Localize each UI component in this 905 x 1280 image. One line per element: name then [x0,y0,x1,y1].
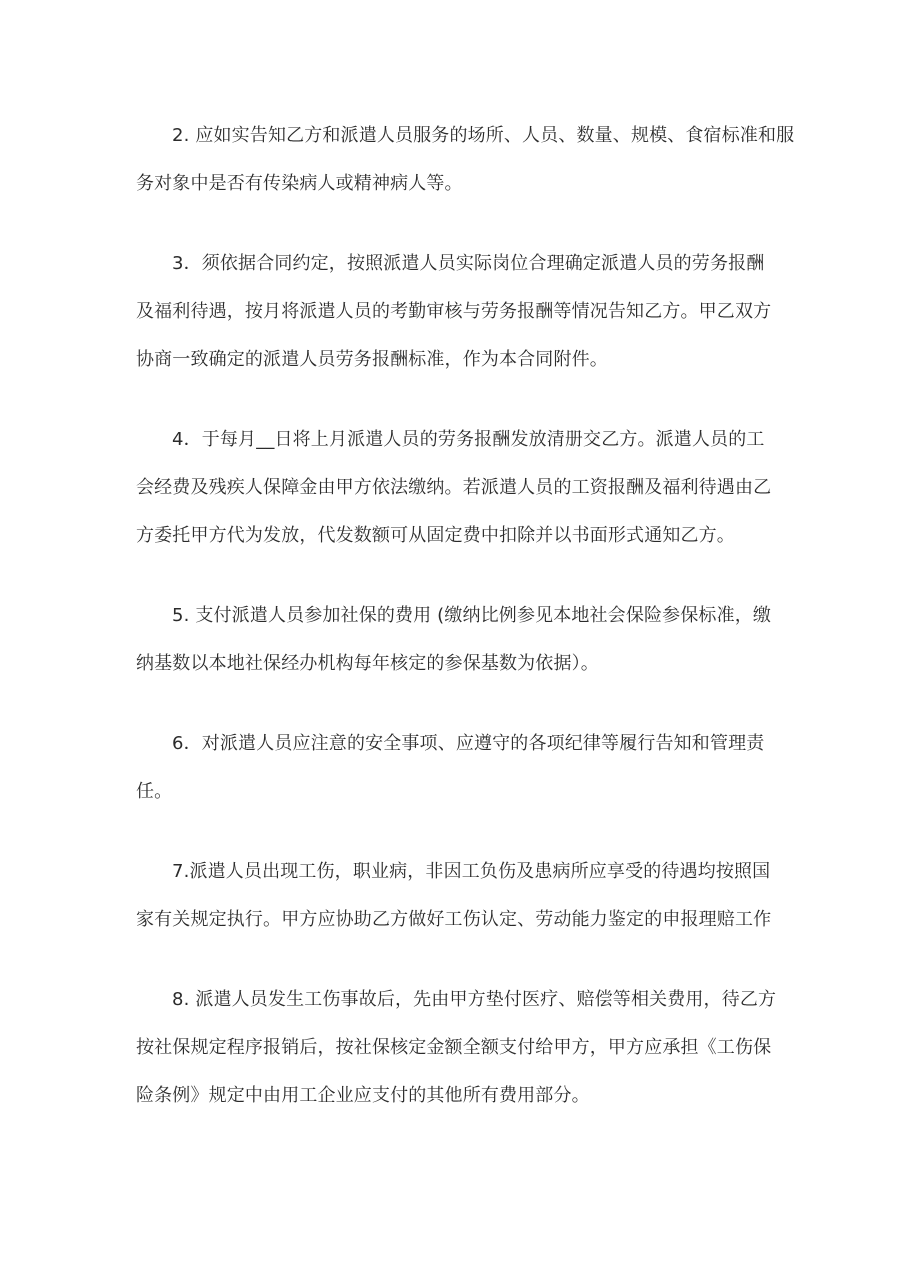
paragraph-6-line-2: 任。 [136,781,173,802]
paragraph-4-line-1: 4．于每月__日将上月派遣人员的劳务报酬发放清册交乙方。派遣人员的工 [172,429,765,450]
paragraph-8-line-1: 8. 派遣人员发生工伤事故后，先由甲方垫付医疗、赔偿等相关费用，待乙方 [172,989,777,1010]
paragraph-7-line-1: 7.派遣人员出现工伤，职业病，非因工负伤及患病所应享受的待遇均按照国 [172,861,771,882]
paragraph-5-line-2: 纳基数以本地社保经办机构每年核定的参保基数为依据）。 [136,653,599,674]
paragraph-4-line-3: 方委托甲方代为发放，代发数额可从固定费中扣除并以书面形式通知乙方。 [136,525,735,546]
paragraph-2-line-2: 务对象中是否有传染病人或精神病人等。 [136,173,463,194]
paragraph-8-line-2: 按社保规定程序报销后，按社保核定金额全额支付给甲方，甲方应承担《工伤保 [136,1037,772,1058]
paragraph-8-line-3: 险条例》规定中由用工企业应支付的其他所有费用部分。 [136,1085,590,1106]
paragraph-3-line-2: 及福利待遇，按月将派遣人员的考勤审核与劳务报酬等情况告知乙方。甲乙双方 [136,301,772,322]
paragraph-4-line-2: 会经费及残疾人保障金由甲方依法缴纳。若派遣人员的工资报酬及福利待遇由乙 [136,477,772,498]
paragraph-3-line-3: 协商一致确定的派遣人员劳务报酬标准，作为本合同附件。 [136,349,608,370]
paragraph-3-line-1: 3．须依据合同约定，按照派遣人员实际岗位合理确定派遣人员的劳务报酬 [172,253,765,274]
paragraph-2-line-1: 2. 应如实告知乙方和派遣人员服务的场所、人员、数量、规模、食宿标准和服 [172,125,795,146]
paragraph-7-line-2: 家有关规定执行。甲方应协助乙方做好工伤认定、劳动能力鉴定的申报理赔工作 [136,909,772,930]
paragraph-6-line-1: 6．对派遣人员应注意的安全事项、应遵守的各项纪律等履行告知和管理责 [172,733,765,754]
paragraph-5-line-1: 5. 支付派遣人员参加社保的费用 (缴纳比例参见本地社会保险参保标准，缴 [172,605,772,626]
